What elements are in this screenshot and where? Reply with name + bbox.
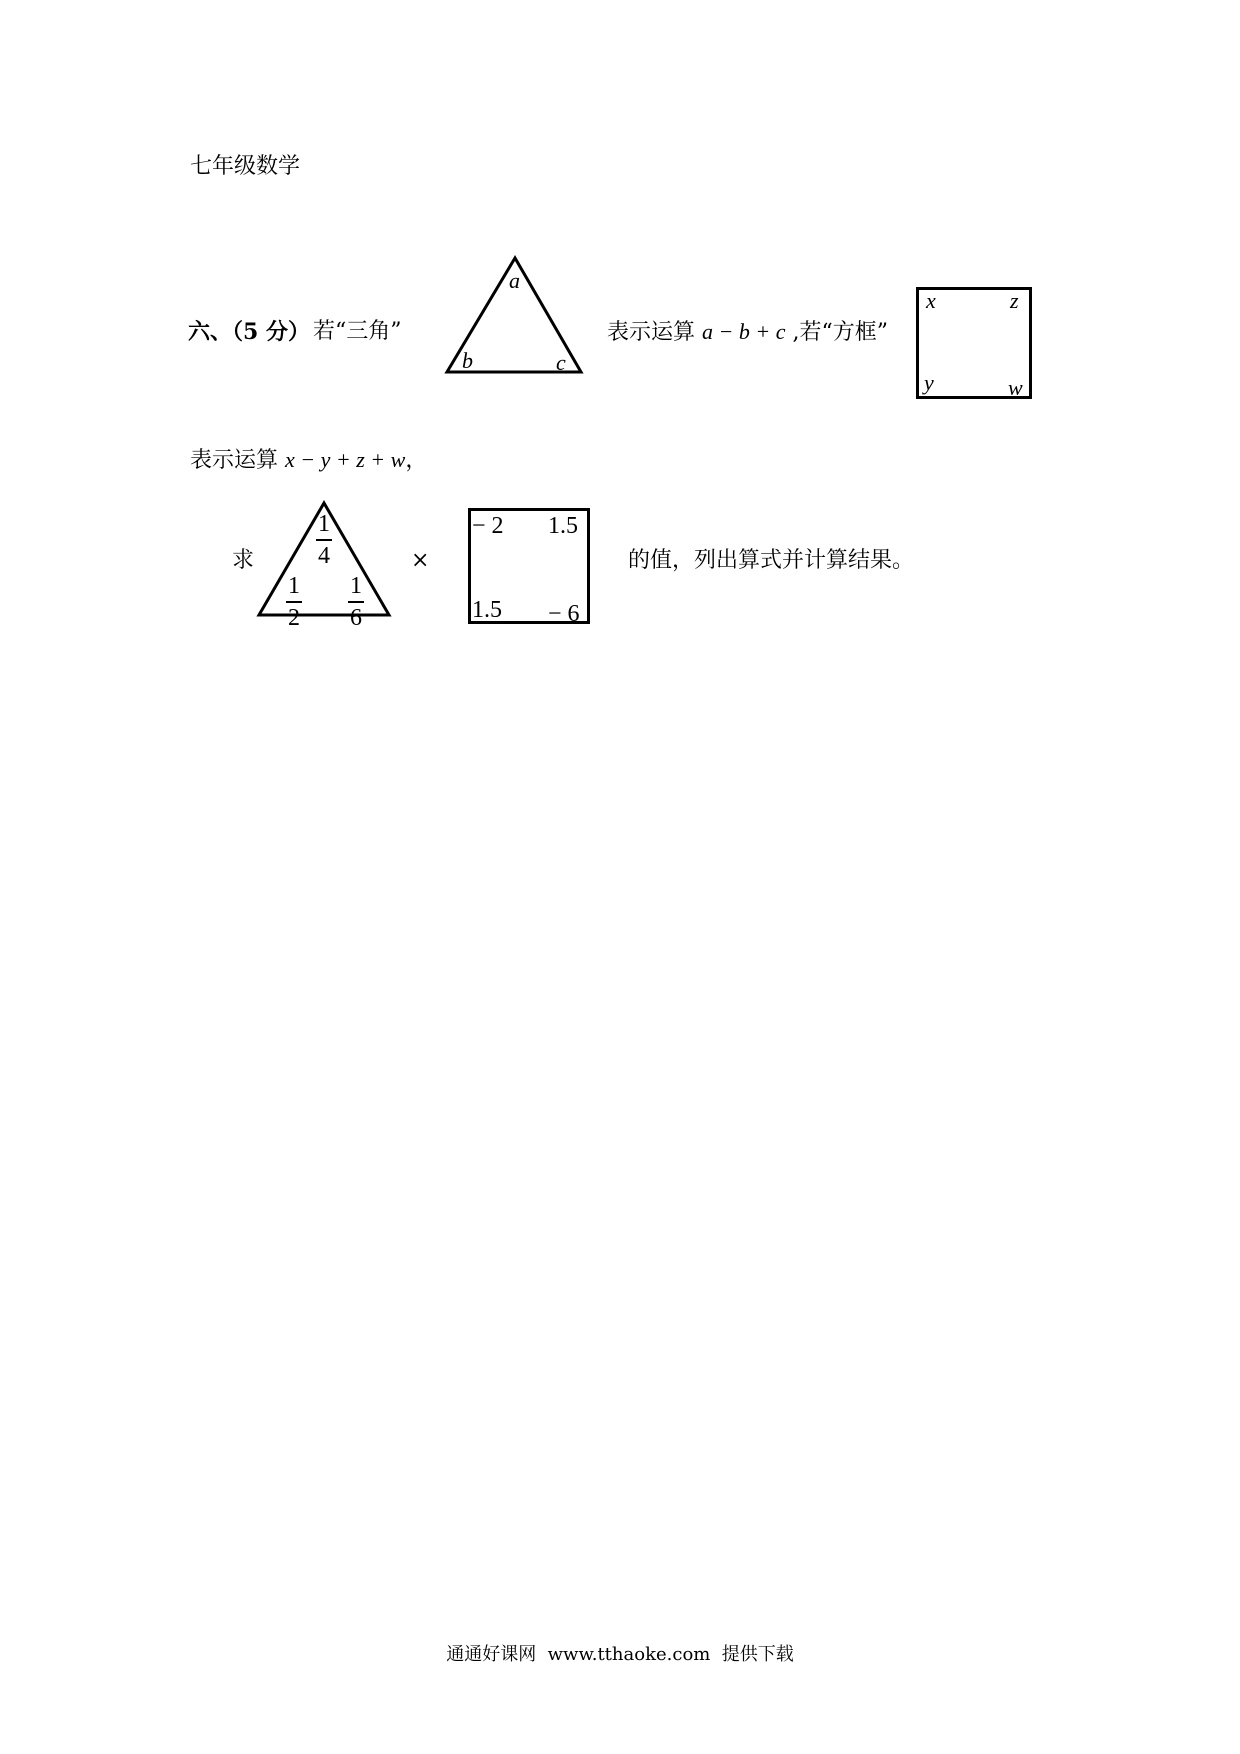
fraction-bar	[348, 601, 364, 603]
fraction-numerator: 1	[350, 573, 362, 599]
page-header: 七年级数学	[190, 154, 301, 179]
box-intro: ,若“方框”	[792, 320, 888, 345]
triangle-label-b: b	[462, 348, 473, 373]
box-label-y: y	[924, 370, 934, 395]
triangle-expression: a − b + c	[702, 319, 786, 344]
problem-intro: 若“三角”	[313, 319, 402, 344]
triangle-label-a: a	[509, 268, 520, 293]
box-label-w: w	[1008, 375, 1023, 400]
fraction-denominator: 4	[318, 543, 330, 569]
ask-text: 求	[232, 548, 255, 573]
problem-number: 六、	[188, 319, 233, 345]
fraction-numerator: 1	[318, 511, 330, 537]
value-box-top-right: 1.5	[548, 513, 578, 539]
triangle-definition-text	[607, 321, 888, 344]
comma: ，	[405, 448, 428, 473]
triangle-definition-label: 表示运算	[607, 320, 696, 345]
fraction-denominator: 6	[350, 605, 362, 631]
fraction-bar	[286, 601, 302, 603]
fraction-denominator: 2	[288, 605, 300, 631]
problem-label	[188, 321, 310, 343]
times-sign: ×	[411, 548, 430, 573]
fraction-bar	[316, 539, 332, 541]
box-definition-label: 表示运算	[190, 448, 279, 473]
page-footer: 通通好课网 www.tthaoke.com 提供下载	[446, 1644, 794, 1665]
value-box-top-left: − 2	[472, 513, 504, 539]
box-label-z: z	[1010, 288, 1019, 313]
box-definition-text	[190, 449, 427, 472]
value-box-bottom-left: 1.5	[472, 597, 502, 623]
value-triangle-right	[348, 574, 364, 630]
box-expression: x − y + z + w	[285, 447, 406, 472]
question-tail: 的值，列出算式并计算结果。	[628, 548, 915, 573]
value-triangle-top	[316, 512, 332, 568]
triangle-label-c: c	[556, 350, 566, 375]
value-box-bottom-right: − 6	[548, 601, 580, 627]
box-label-x: x	[926, 288, 936, 313]
fraction-numerator: 1	[288, 573, 300, 599]
problem-score: （5 分）	[232, 319, 310, 345]
value-triangle-left	[286, 574, 302, 630]
